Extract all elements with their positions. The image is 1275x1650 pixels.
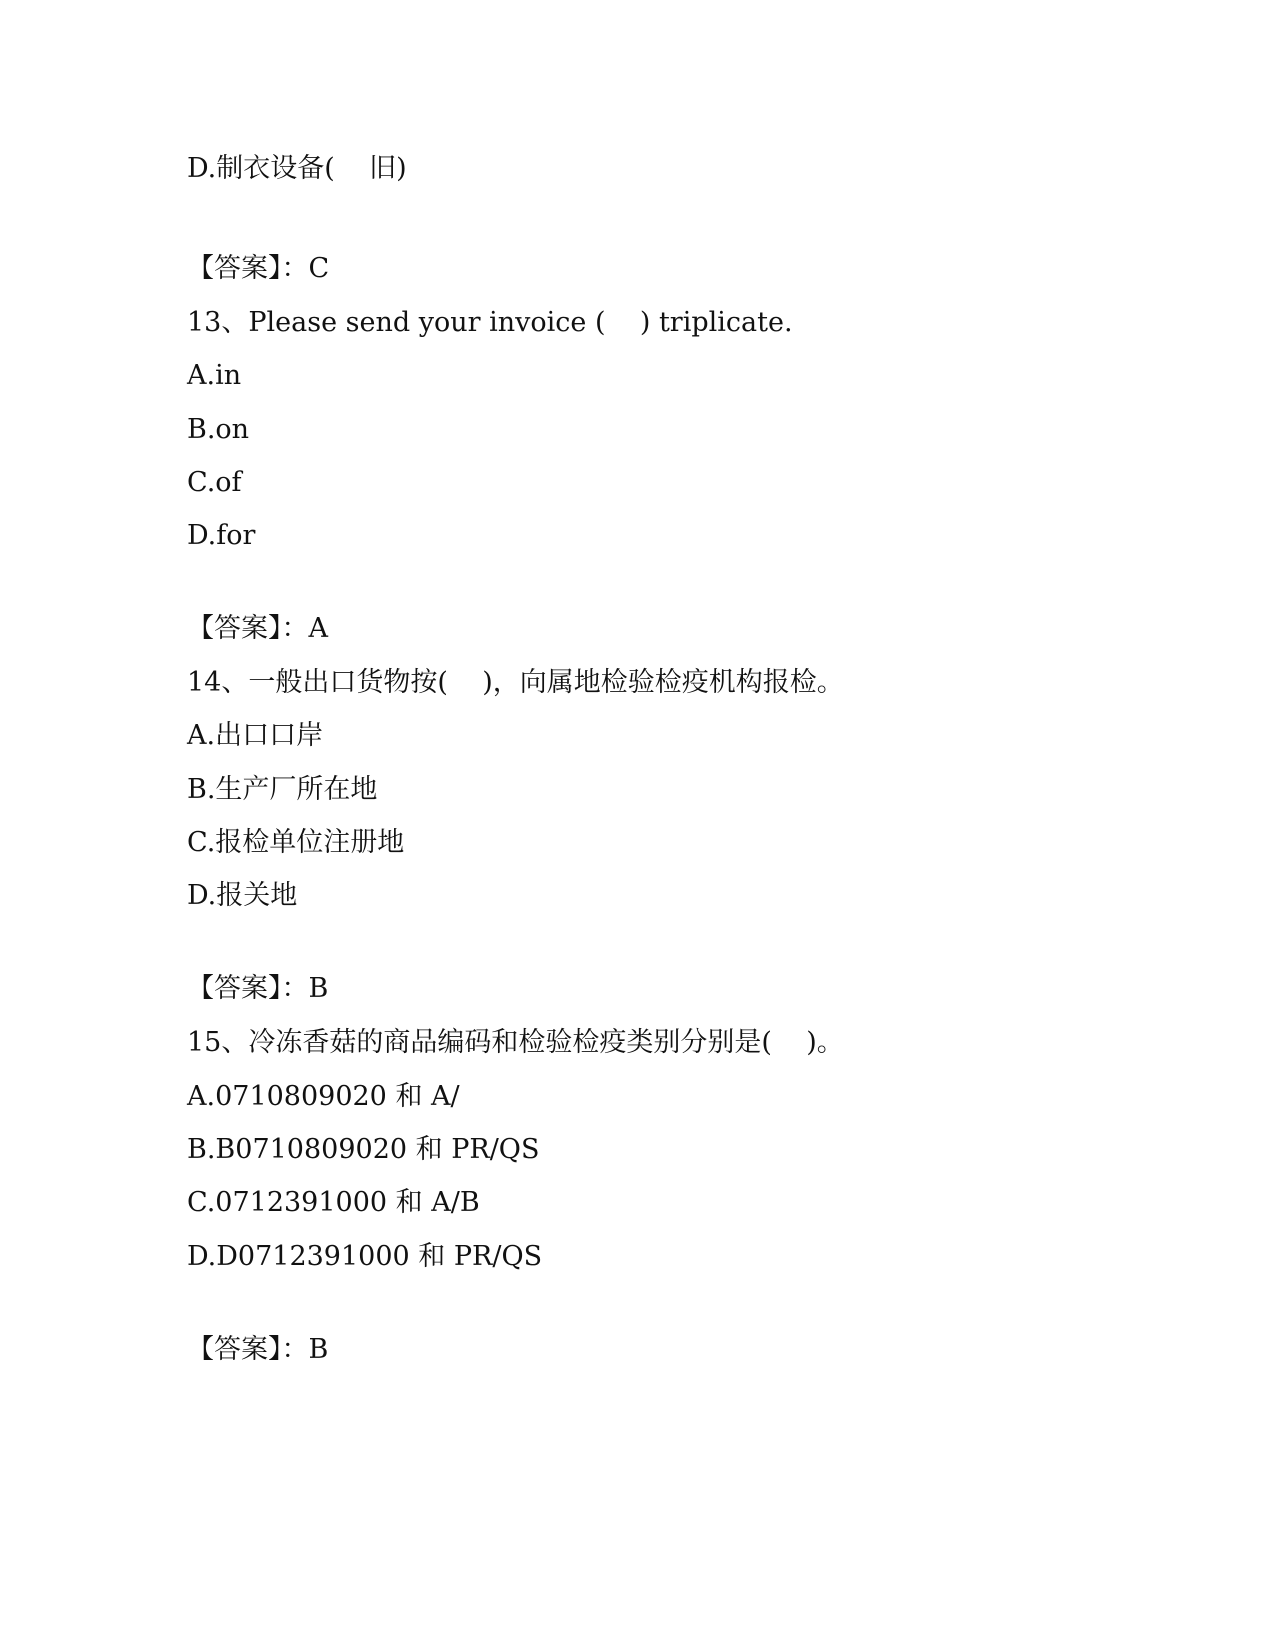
q15-option-c: C.0712391000 和 A/B — [187, 1187, 480, 1218]
q14-option-b: B.生产厂所在地 — [187, 774, 378, 805]
q15-option-d: D.D0712391000 和 PR/QS — [187, 1241, 543, 1272]
q13-option-a: A.in — [187, 360, 242, 391]
q14-stem: 14、一般出口货物按( )，向属地检验检疫机构报检。 — [187, 667, 844, 698]
q14-option-d: D.报关地 — [187, 880, 298, 911]
q13-option-b: B.on — [187, 414, 250, 445]
q13-option-c: C.of — [187, 467, 242, 498]
q12-answer: 【答案】：C — [187, 253, 330, 284]
q13-answer: 【答案】：A — [187, 613, 328, 644]
q15-option-b: B.B0710809020 和 PR/QS — [187, 1134, 540, 1165]
q13-stem: 13、Please send your invoice ( ) triplicate. — [187, 307, 793, 338]
q14-option-c: C.报检单位注册地 — [187, 827, 405, 858]
q14-answer: 【答案】：B — [187, 973, 329, 1004]
q15-answer: 【答案】：B — [187, 1334, 329, 1365]
q13-option-d: D.for — [187, 520, 256, 551]
q14-option-a: A.出口口岸 — [187, 720, 324, 751]
q12-option-d: D.制衣设备( 旧) — [187, 153, 407, 184]
q15-stem: 15、冷冻香菇的商品编码和检验检疫类别分别是( )。 — [187, 1027, 844, 1058]
q15-option-a: A.0710809020 和 A/ — [187, 1081, 460, 1112]
